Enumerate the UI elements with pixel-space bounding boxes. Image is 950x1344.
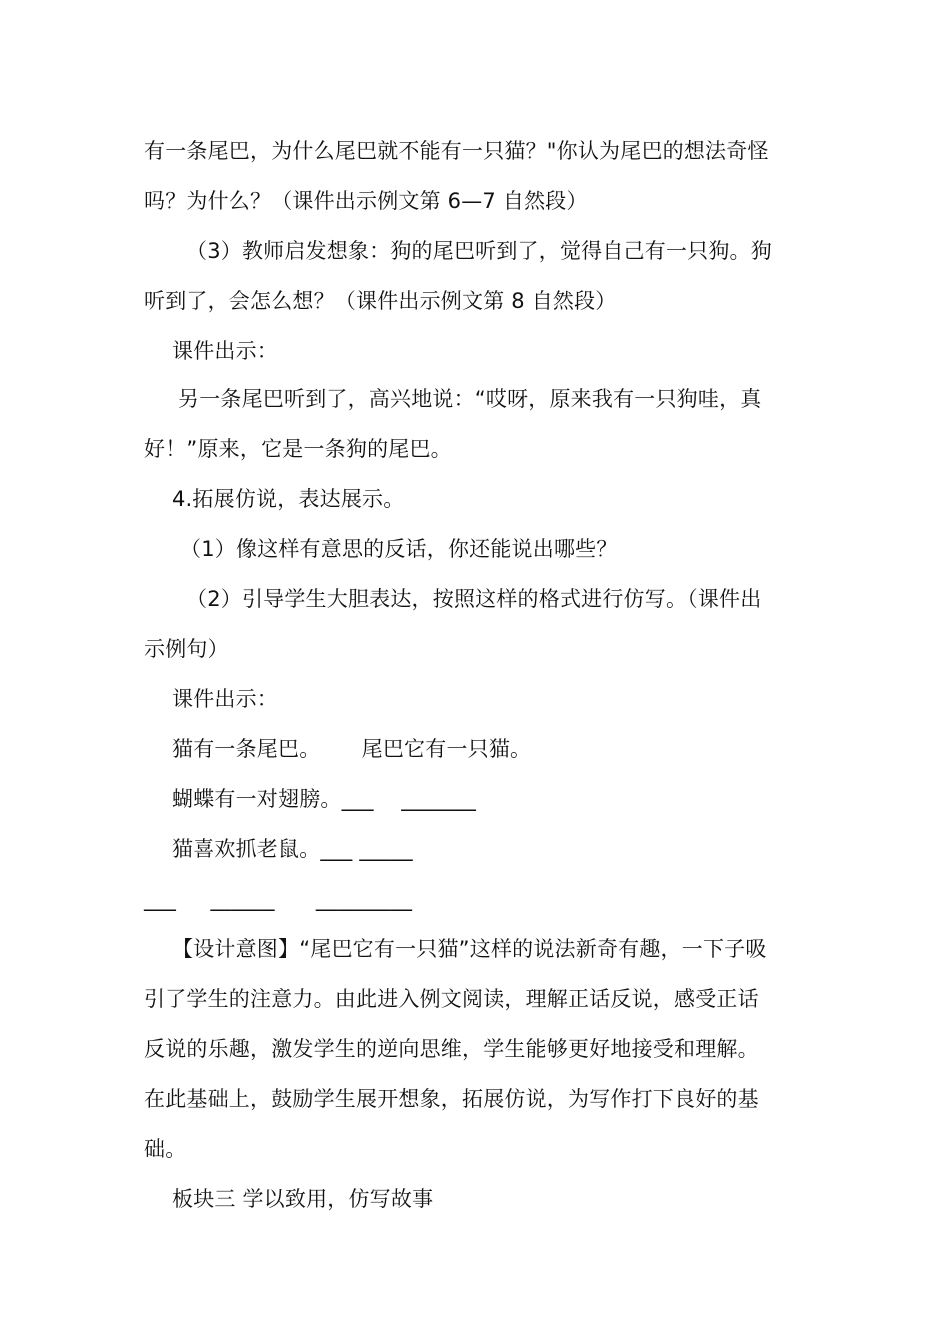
blank-line: ___ ______ _________ <box>144 887 413 911</box>
text-line: 有一条尾巴，为什么尾巴就不能有一只猫？"你认为尾巴的想法奇怪 <box>144 139 769 163</box>
text-line: （1）像这样有意思的反话，你还能说出哪些？ <box>180 537 618 561</box>
text-line: （3）教师启发想象：狗的尾巴听到了，觉得自己有一只狗。狗 <box>186 239 772 263</box>
text-line: 础。 <box>144 1137 187 1161</box>
text-line: 引了学生的注意力。由此进入例文阅读，理解正话反说，感受正话 <box>144 987 759 1011</box>
text-line: 听到了，会怎么想？（课件出示例文第 8 自然段） <box>144 289 617 313</box>
text-line: 吗？为什么？（课件出示例文第 6—7 自然段） <box>144 189 588 213</box>
example-line: 蝴蝶有一对翅膀。___ _______ <box>172 787 477 811</box>
text-line: 课件出示： <box>172 687 278 711</box>
text-line: 在此基础上，鼓励学生展开想象，拓展仿说，为写作打下良好的基 <box>144 1087 759 1111</box>
section-heading: 4.拓展仿说，表达展示。 <box>172 487 405 511</box>
text-line: （2）引导学生大胆表达，按照这样的格式进行仿写。（课件出 <box>186 587 762 611</box>
example-line: 猫有一条尾巴。 尾巴它有一只猫。 <box>172 737 532 761</box>
section-heading: 板块三 学以致用，仿写故事 <box>172 1187 434 1211</box>
text-line: 【设计意图】“尾巴它有一只猫”这样的说法新奇有趣，一下子吸 <box>172 937 767 961</box>
text-line: 好！”原来，它是一条狗的尾巴。 <box>144 437 452 461</box>
text-line: 另一条尾巴听到了，高兴地说：“哎呀，原来我有一只狗哇，真 <box>178 387 762 411</box>
example-line: 猫喜欢抓老鼠。___ _____ <box>172 837 413 861</box>
text-line: 示例句） <box>144 637 229 661</box>
text-line: 反说的乐趣，激发学生的逆向思维，学生能够更好地接受和理解。 <box>144 1037 759 1061</box>
text-line: 课件出示： <box>172 339 278 363</box>
